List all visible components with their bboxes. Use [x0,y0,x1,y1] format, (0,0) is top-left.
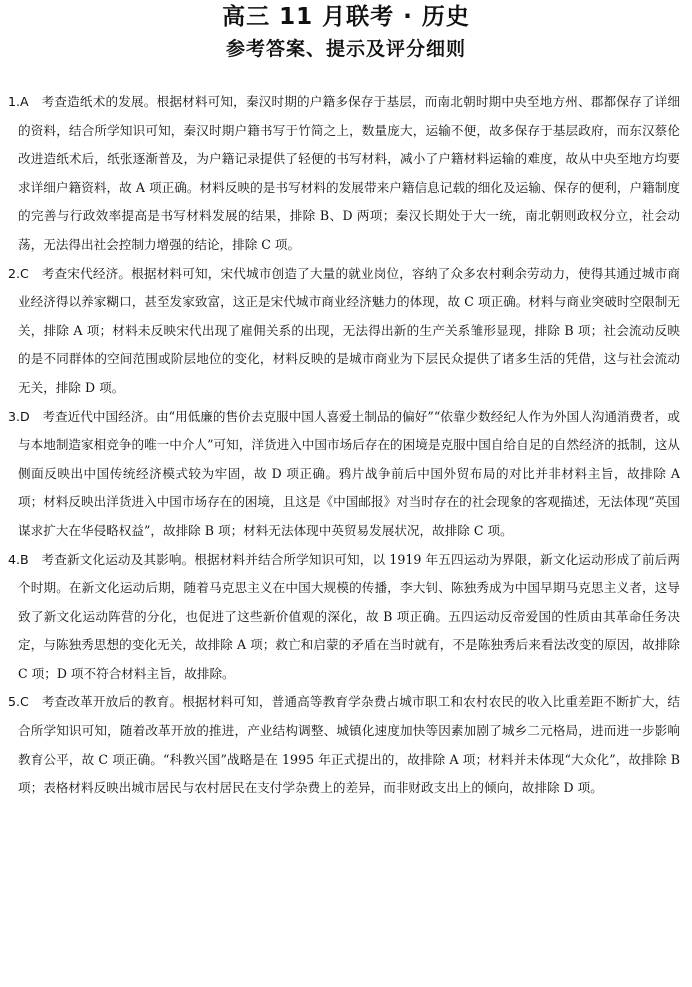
answer-explanation: 考查改革开放后的教育。根据材料可知，普通高等教育学杂费占城市职工和农村农民的收入比重差距不断扩大，结合所学知识可知，随着改革开放的推进，产业结构调整、城镇化速度加快等因素加剧了城乡二元格局，进而进一步影响教育公平，故 C 项正确。“科教兴国”战略是在 1995 年正式提出的，故排除 A 项；材料并未体现“大众化”，故排除 B 项；表格材料反映出城市居民与农村居民在支付学杂费上的差异，而非财政支出上的倾向，故排除 D 项。 [18,694,681,796]
answer-number: 1. [8,94,21,109]
answer-choice: B [20,551,29,567]
answer-explanation: 考查近代中国经济。由“用低廉的售价去克服中国人喜爱土制品的偏好”“依靠少数经纪人作为外国人沟通消费者，或与本地制造家相竞争的唯一中介人”可知，洋货进入中国市场后存在的困境是克服中国自给自足的自然经济的抵制，这从侧面反映出中国传统经济模式较为牢固，故 D 项正确。鸦片战争前后中国外贸布局的对比并非材料主旨，故排除 A 项；材料反映出洋货进入中国市场存在的困境，且这是《中国邮报》对当时存在的社会现象的客观描述，无法体现“英国谋求扩大在华侵略权益”，故排除 B 项；材料无法体现中英贸易发展状况，故排除 C 项。 [18,408,681,538]
answer-list [8,88,680,803]
answer-choice: C [20,694,29,710]
answer-number: 3. [8,408,21,424]
page-title: 高三 11 月联考 · 历史 [222,4,470,30]
answer-item-4 [8,546,680,689]
answer-choice: C [20,265,29,281]
answer-item-2 [8,260,680,403]
answer-explanation: 考查宋代经济。根据材料可知，宋代城市创造了大量的就业岗位，容纳了众多农村剩余劳动力，使得其通过城市商业经济得以养家糊口，甚至发家致富，这正是宋代城市商业经济魅力的体现，故 C 项正确。材料与商业突破时空限制无关，排除 A 项；材料未反映宋代出现了雇佣关系的出现，无法得出新的生产关系雏形显现，排除 B 项；社会流动反映的是不同群体的空间范围或阶层地位的变化，材料反映的是城市商业为下层民众提供了诸多生活的凭借，这与社会流动无关，排除 D 项。 [18,265,681,395]
answer-number: 5. [8,694,21,710]
answer-number: 4. [8,551,21,567]
answer-explanation: 考查造纸术的发展。根据材料可知，秦汉时期的户籍多保存于基层，而南北朝时期中央至地方州、郡都保存了详细的资料，结合所学知识可知，秦汉时期户籍书写于竹简之上，数量庞大，运输不便，故多保存于基层政府，而东汉蔡伦改进造纸术后，纸张逐渐普及，为户籍记录提供了轻便的书写材料，减小了户籍材料运输的难度，故从中央至地方均要求详细户籍资料，故 A 项正确。材料反映的是书写材料的发展带来户籍信息记载的细化及运输、保存的便利，户籍制度的完善与行政效率提高是书写材料发展的结果，排除 B、D 两项；秦汉长期处于大一统，南北朝则政权分立，社会动荡，无法得出社会控制力增强的结论，排除 C 项。 [18,94,681,252]
answer-number: 2. [8,265,21,281]
page-subtitle: 参考答案、提示及评分细则 [225,38,466,60]
answer-choice: A [20,94,29,109]
answer-item-1 [8,88,680,260]
answer-item-3 [8,403,680,546]
answer-item-5 [8,688,680,802]
answer-choice: D [20,408,30,424]
answer-explanation: 考查新文化运动及其影响。根据材料并结合所学知识可知，以 1919 年五四运动为界限，新文化运动形成了前后两个时期。在新文化运动后期，随着马克思主义在中国大规模的传播，李大钊、陈独秀成为中国早期马克思主义者，这导致了新文化运动阵营的分化，也促进了这些新价值观的深化，故 B 项正确。五四运动反帝爱国的性质由其革命任务决定，与陈独秀思想的变化无关，故排除 A 项；救亡和启蒙的矛盾在当时就有，不是陈独秀后来看法改变的原因，故排除 C 项；D 项不符合材料主旨，故排除。 [18,551,681,681]
